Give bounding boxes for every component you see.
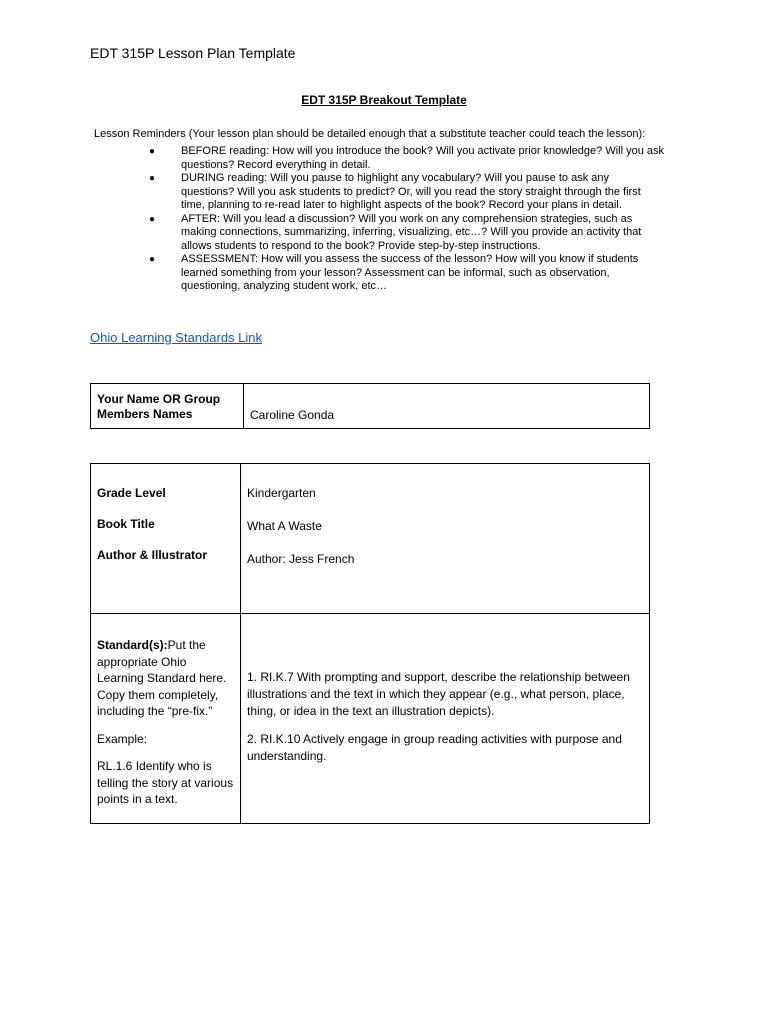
bullet-icon: ● xyxy=(149,146,156,157)
bullet-icon: ● xyxy=(149,173,156,184)
name-value: Caroline Gonda xyxy=(244,384,650,429)
standards-instructions-text: Put the appropriate Ohio Learning Standard here. Copy them completely, including the “pre-fix.” xyxy=(97,638,227,718)
reminder-assessment xyxy=(149,253,664,294)
document-title: EDT 315P Breakout Template xyxy=(301,93,467,107)
example-label: Example: xyxy=(97,731,148,746)
info-values-cell xyxy=(241,464,650,614)
name-table xyxy=(90,383,650,429)
reminders-intro: Lesson Reminders (Your lesson plan should be detailed enough that a substitute teacher could teach the lesson): xyxy=(94,128,646,140)
standard-item-2: 2. RI.K.10 Actively engage in group reading activities with purpose and understanding. xyxy=(247,732,622,763)
standards-cell xyxy=(241,614,650,824)
author-illustrator-label: Author & Illustrator xyxy=(97,548,207,562)
standards-instructions-cell xyxy=(91,614,241,824)
name-label: Your Name OR Group Members Names xyxy=(91,384,244,429)
reminder-text: DURING reading: Will you pause to highlight any vocabulary? Will you pause to ask any questions? Will you ask students to predict? Or, will you read the story straight through the first time, planning to re-read later to highlight aspects of the book? Record your plans in detail. xyxy=(181,172,641,211)
book-title-label: Book Title xyxy=(97,517,155,531)
reminder-list xyxy=(149,145,664,294)
reminder-during xyxy=(149,172,664,213)
ohio-standards-link[interactable]: Ohio Learning Standards Link xyxy=(90,330,263,345)
reminder-text: BEFORE reading: How will you introduce the book? Will you activate prior knowledge? Will you ask questions? Record everything in detail. xyxy=(181,145,664,171)
lesson-info-table xyxy=(90,463,650,824)
book-title-value: What A Waste xyxy=(247,519,322,533)
grade-level-label: Grade Level xyxy=(97,486,166,500)
standards-instructions xyxy=(97,637,234,720)
reminder-after xyxy=(149,213,664,254)
author-value: Author: Jess French xyxy=(247,552,355,566)
standards-label: Standard(s): xyxy=(97,638,168,652)
reminder-before xyxy=(149,145,664,172)
standard-item-1: 1. RI.K.7 With prompting and support, describe the relationship between illustrations and the text in which they appear (e.g., what person, place, thing, or idea in the text an illustration depicts). xyxy=(247,670,630,718)
bullet-icon: ● xyxy=(149,254,156,265)
reminder-text: ASSESSMENT: How will you assess the success of the lesson? How will you know if students learned something from your lesson? Assessment can be informal, such as observation, questioning, analyzing student work, etc… xyxy=(181,253,639,292)
document-header: EDT 315P Lesson Plan Template xyxy=(90,45,296,61)
example-text: RL.1.6 Identify who is telling the story at various points in a text. xyxy=(97,759,234,806)
reminder-text: AFTER: Will you lead a discussion? Will you work on any comprehension strategies, such as making connections, summarizing, inferring, visualizing, etc…? Will you provide an activity that allows students to respond to the book? Provide step-by-step instructions. xyxy=(181,212,642,252)
grade-level-value: Kindergarten xyxy=(247,486,316,500)
info-labels-cell xyxy=(91,464,241,614)
bullet-icon: ● xyxy=(149,213,156,225)
